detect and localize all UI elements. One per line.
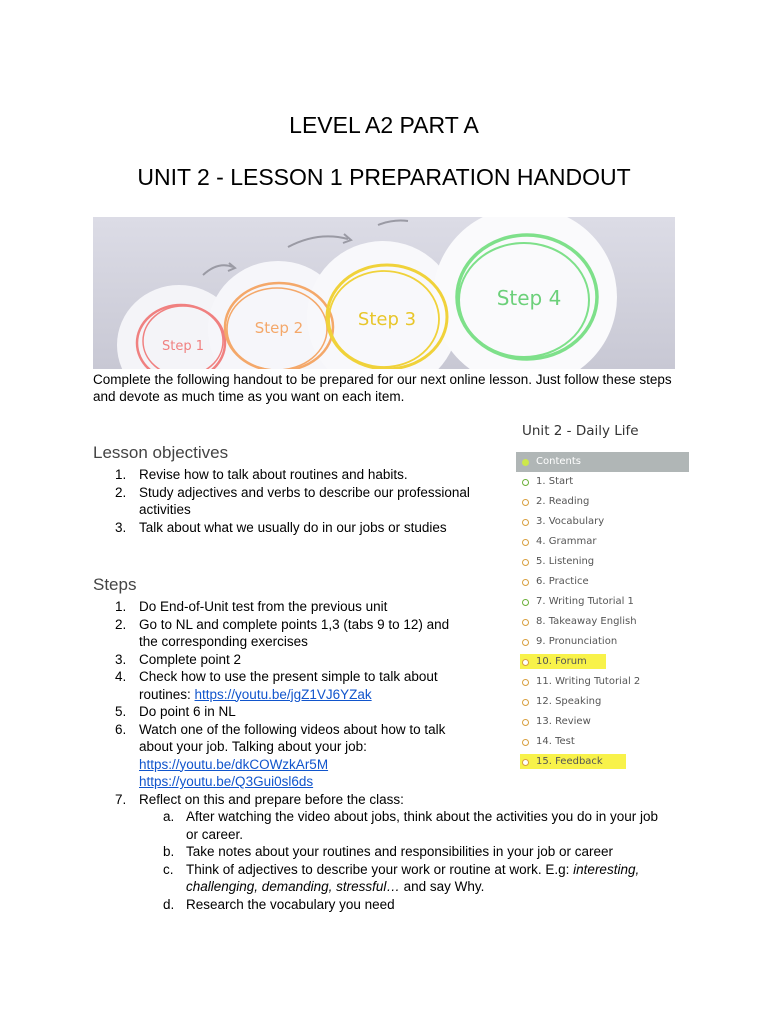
sidebar-item-label: 5. Listening (536, 556, 595, 567)
sidebar-item-label: 3. Vocabulary (536, 516, 605, 527)
bullet-icon (522, 739, 529, 746)
bullet-icon (522, 539, 529, 546)
sidebar-item-5[interactable] (516, 552, 689, 572)
steps-banner-image (93, 217, 675, 369)
sidebar-item-4[interactable] (516, 532, 689, 552)
list-item: 2. Study adjectives and verbs to describe our professional activities (115, 484, 470, 517)
bullet-icon (522, 719, 529, 726)
bullet-icon (522, 559, 529, 566)
step-3-label: Step 3 (357, 309, 417, 330)
sidebar-item-7[interactable] (516, 592, 689, 612)
list-item: 6. Watch one of the following videos about how to talk about your job. Talking about your job: https://youtu.be/dkCOWzkAr5M https://youtu.be/Q3Gui0sl6ds (115, 721, 446, 789)
present-simple-video-link[interactable]: https://youtu.be/jgZ1VJ6YZak (194, 686, 372, 702)
steps-illustration (93, 217, 675, 369)
list-item: 7. Reflect on this and prepare before the class: a. After watching the video about jobs, think about the activities you do in your job or career. b. Take notes about your routines and responsibilities in your job or career c. Think of adjectives to describe your work or routine at work. E.g: interesting, challenging, demanding, stressful… and say Why. d. Research the vocabulary you need (93, 791, 673, 914)
list-item: 1. Revise how to talk about routines and habits. (115, 467, 408, 482)
sidebar-item-14[interactable] (516, 732, 689, 752)
bullet-icon (522, 579, 529, 586)
step-2-label: Step 2 (254, 319, 304, 337)
sidebar-item-label: 13. Review (536, 716, 591, 727)
bullet-icon (522, 659, 529, 666)
sidebar-item-11[interactable] (516, 672, 689, 692)
steps-heading: Steps (93, 575, 137, 594)
document-subtitle: UNIT 2 - LESSON 1 PREPARATION HANDOUT (137, 164, 631, 190)
sidebar-item-9[interactable] (516, 632, 689, 652)
list-item: 1. Do End-of-Unit test from the previous unit (115, 599, 388, 614)
bullet-icon (522, 619, 529, 626)
sidebar-item-label: 15. Feedback (536, 756, 603, 767)
sub-list-item: c. Think of adjectives to describe your work or routine at work. E.g: interesting, challenging, demanding, stressful… and say Why. (163, 861, 640, 894)
sidebar-item-label: 9. Pronunciation (536, 636, 618, 647)
sidebar-item-label: Contents (536, 456, 581, 467)
sidebar-item-12[interactable] (516, 692, 689, 712)
objectives-list (93, 466, 493, 536)
list-item: 4. Check how to use the present simple to talk about routines: https://youtu.be/jgZ1VJ6YZak (115, 669, 438, 702)
sidebar-item-label: 8. Takeaway English (536, 616, 637, 627)
document-title: LEVEL A2 PART A (289, 112, 479, 138)
job-video-link-1[interactable]: https://youtu.be/dkCOWzkAr5M (139, 756, 329, 772)
sidebar-item-contents[interactable] (516, 452, 689, 472)
sidebar-item-label: 12. Speaking (536, 696, 602, 707)
sub-list-item: d. Research the vocabulary you need (163, 896, 395, 912)
bullet-icon (522, 699, 529, 706)
sidebar-item-10[interactable] (516, 652, 689, 672)
sidebar-item-8[interactable] (516, 612, 689, 632)
bullet-icon (522, 499, 529, 506)
sidebar-item-6[interactable] (516, 572, 689, 592)
sidebar-title: Unit 2 - Daily Life (522, 423, 639, 439)
sidebar-item-label: 4. Grammar (536, 536, 597, 547)
unit-contents-sidebar (516, 420, 689, 772)
bullet-icon (522, 459, 529, 466)
sidebar-item-1[interactable] (516, 472, 689, 492)
list-item: 2. Go to NL and complete points 1,3 (tabs 9 to 12) and the corresponding exercises (115, 616, 450, 649)
sidebar-item-label: 1. Start (536, 476, 574, 487)
bullet-icon (522, 519, 529, 526)
bullet-icon (522, 599, 529, 606)
sidebar-item-label: 7. Writing Tutorial 1 (536, 596, 634, 607)
objectives-heading: Lesson objectives (93, 443, 229, 462)
reflection-sublist (139, 808, 673, 913)
job-video-link-2[interactable]: https://youtu.be/Q3Gui0sl6ds (139, 774, 314, 789)
sidebar-item-2[interactable] (516, 492, 689, 512)
adjective-examples: interesting, challenging, demanding, stressful… (186, 861, 640, 894)
list-item: 3. Complete point 2 (115, 651, 242, 667)
sidebar-menu (516, 452, 689, 772)
sidebar-item-13[interactable] (516, 712, 689, 732)
bullet-icon (522, 759, 529, 766)
sidebar-item-label: 14. Test (536, 736, 575, 747)
sub-list-item: b. Take notes about your routines and responsibilities in your job or career (163, 844, 613, 859)
sidebar-item-label: 6. Practice (536, 576, 589, 587)
list-item: 5. Do point 6 in NL (115, 704, 236, 719)
sub-list-item: a. After watching the video about jobs, think about the activities you do in your job or career. (163, 809, 659, 842)
sidebar-item-label: 2. Reading (536, 496, 590, 507)
sidebar-item-label: 11. Writing Tutorial 2 (536, 676, 641, 687)
bullet-icon (522, 639, 529, 646)
bullet-icon (522, 679, 529, 686)
intro-paragraph: Complete the following handout to be prepared for our next online lesson. Just follow these steps and devote as much time as you want on each item. (93, 372, 672, 404)
sidebar-item-3[interactable] (516, 512, 689, 532)
step-1-label: Step 1 (161, 339, 205, 354)
sidebar-item-label: 10. Forum (536, 656, 587, 667)
sidebar-item-15[interactable] (516, 752, 689, 772)
bullet-icon (522, 479, 529, 486)
list-item: 3. Talk about what we usually do in our jobs or studies (115, 519, 447, 535)
step-4-label: Step 4 (496, 286, 562, 310)
